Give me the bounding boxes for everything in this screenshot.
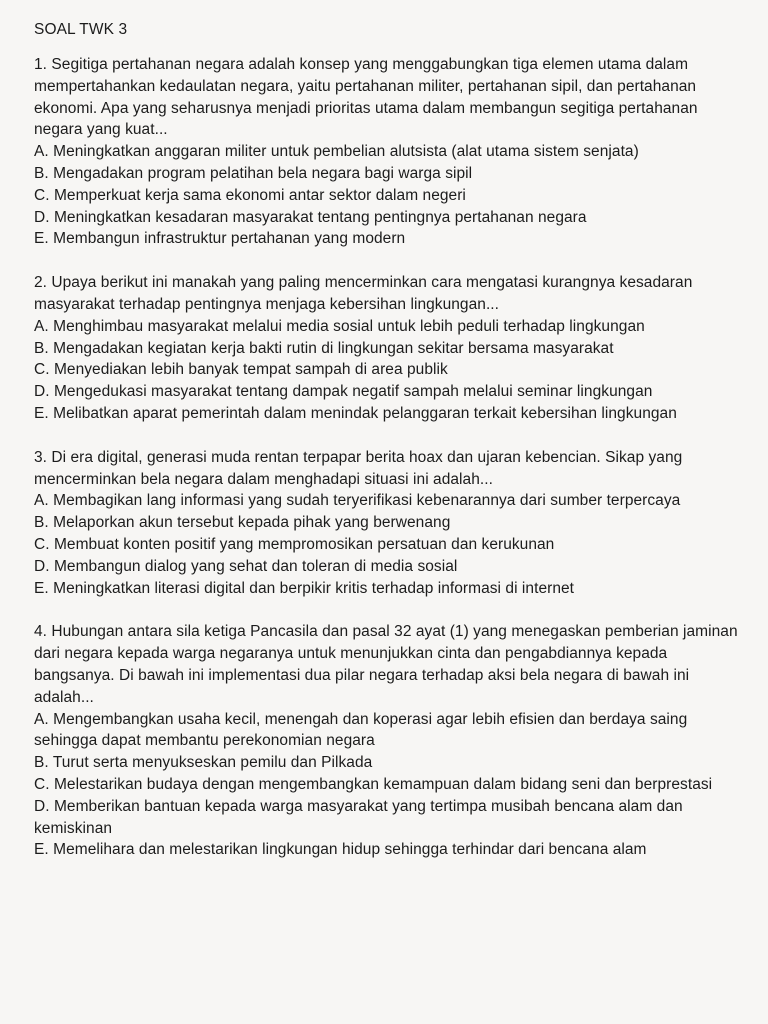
option-c: C. Memperkuat kerja sama ekonomi antar sektor dalam negeri (34, 186, 466, 204)
option-a: A. Membagikan lang informasi yang sudah teryerifikasi kebenarannya dari sumber terpercaya (34, 492, 681, 510)
answer-options (34, 316, 738, 425)
question-text: 2. Upaya berikut ini manakah yang paling mencerminkan cara mengatasi kurangnya kesadaran masyarakat terhadap pentingnya menjaga kebersihan lingkungan... (34, 274, 693, 313)
question-1 (34, 54, 738, 250)
question-4 (34, 621, 738, 861)
option-e: E. Melibatkan aparat pemerintah dalam menindak pelanggaran terkait kebersihan lingkungan (34, 404, 677, 422)
option-c: C. Membuat konten positif yang mempromosikan persatuan dan kerukunan (34, 535, 555, 553)
option-d: D. Memberikan bantuan kepada warga masyarakat yang tertimpa musibah bencana alam dan kemiskinan (34, 797, 683, 837)
question-text: 1. Segitiga pertahanan negara adalah konsep yang menggabungkan tiga elemen utama dalam mempertahankan kedaulatan negara, yaitu pertahanan militer, pertahanan sipil, dan pertahanan ekonomi. Apa yang seharusnya menjadi prioritas utama dalam membangun segitiga pertahanan negara yang kuat... (34, 56, 698, 139)
option-d: D. Membangun dialog yang sehat dan toleran di media sosial (34, 557, 458, 575)
answer-options (34, 490, 738, 599)
option-b: B. Melaporkan akun tersebut kepada pihak yang berwenang (34, 514, 451, 532)
option-e: E. Memelihara dan melestarikan lingkungan hidup sehingga terhindar dari bencana alam (34, 841, 647, 859)
option-c: C. Menyediakan lebih banyak tempat sampah di area publik (34, 361, 448, 379)
document-title: SOAL TWK 3 (34, 21, 128, 38)
option-e: E. Meningkatkan literasi digital dan berpikir kritis terhadap informasi di internet (34, 579, 575, 597)
question-3 (34, 447, 738, 600)
option-a: A. Meningkatkan anggaran militer untuk pembelian alutsista (alat utama sistem senjata) (34, 143, 639, 161)
option-b: B. Mengadakan kegiatan kerja bakti rutin di lingkungan sekitar bersama masyarakat (34, 339, 614, 357)
option-b: B. Turut serta menyukseskan pemilu dan Pilkada (34, 754, 373, 772)
question-text: 3. Di era digital, generasi muda rentan terpapar berita hoax dan ujaran kebencian. Sikap yang mencerminkan bela negara dalam menghadapi situasi ini adalah... (34, 448, 683, 488)
question-2 (34, 272, 738, 425)
answer-options (34, 709, 738, 862)
option-a: A. Mengembangkan usaha kecil, menengah dan koperasi agar lebih efisien dan berdaya saing sehingga dapat membantu perekonomian negara (34, 710, 688, 750)
option-d: D. Meningkatkan kesadaran masyarakat tentang pentingnya pertahanan negara (34, 208, 587, 226)
option-e: E. Membangun infrastruktur pertahanan yang modern (34, 230, 406, 248)
answer-options (34, 141, 738, 250)
option-c: C. Melestarikan budaya dengan mengembangkan kemampuan dalam bidang seni dan berprestasi (34, 775, 713, 793)
option-b: B. Mengadakan program pelatihan bela negara bagi warga sipil (34, 164, 473, 182)
option-d: D. Mengedukasi masyarakat tentang dampak negatif sampah melalui seminar lingkungan (34, 383, 653, 401)
option-a: A. Menghimbau masyarakat melalui media sosial untuk lebih peduli terhadap lingkungan (34, 317, 645, 335)
question-text: 4. Hubungan antara sila ketiga Pancasila dan pasal 32 ayat (1) yang menegaskan pemberian jaminan dari negara kepada warga negaranya untuk menunjukkan cinta dan pengabdiannya kepada bangsanya. Di bawah ini implementasi dua pilar negara terhadap aksi bela negara di bawah ini adalah... (34, 623, 738, 706)
